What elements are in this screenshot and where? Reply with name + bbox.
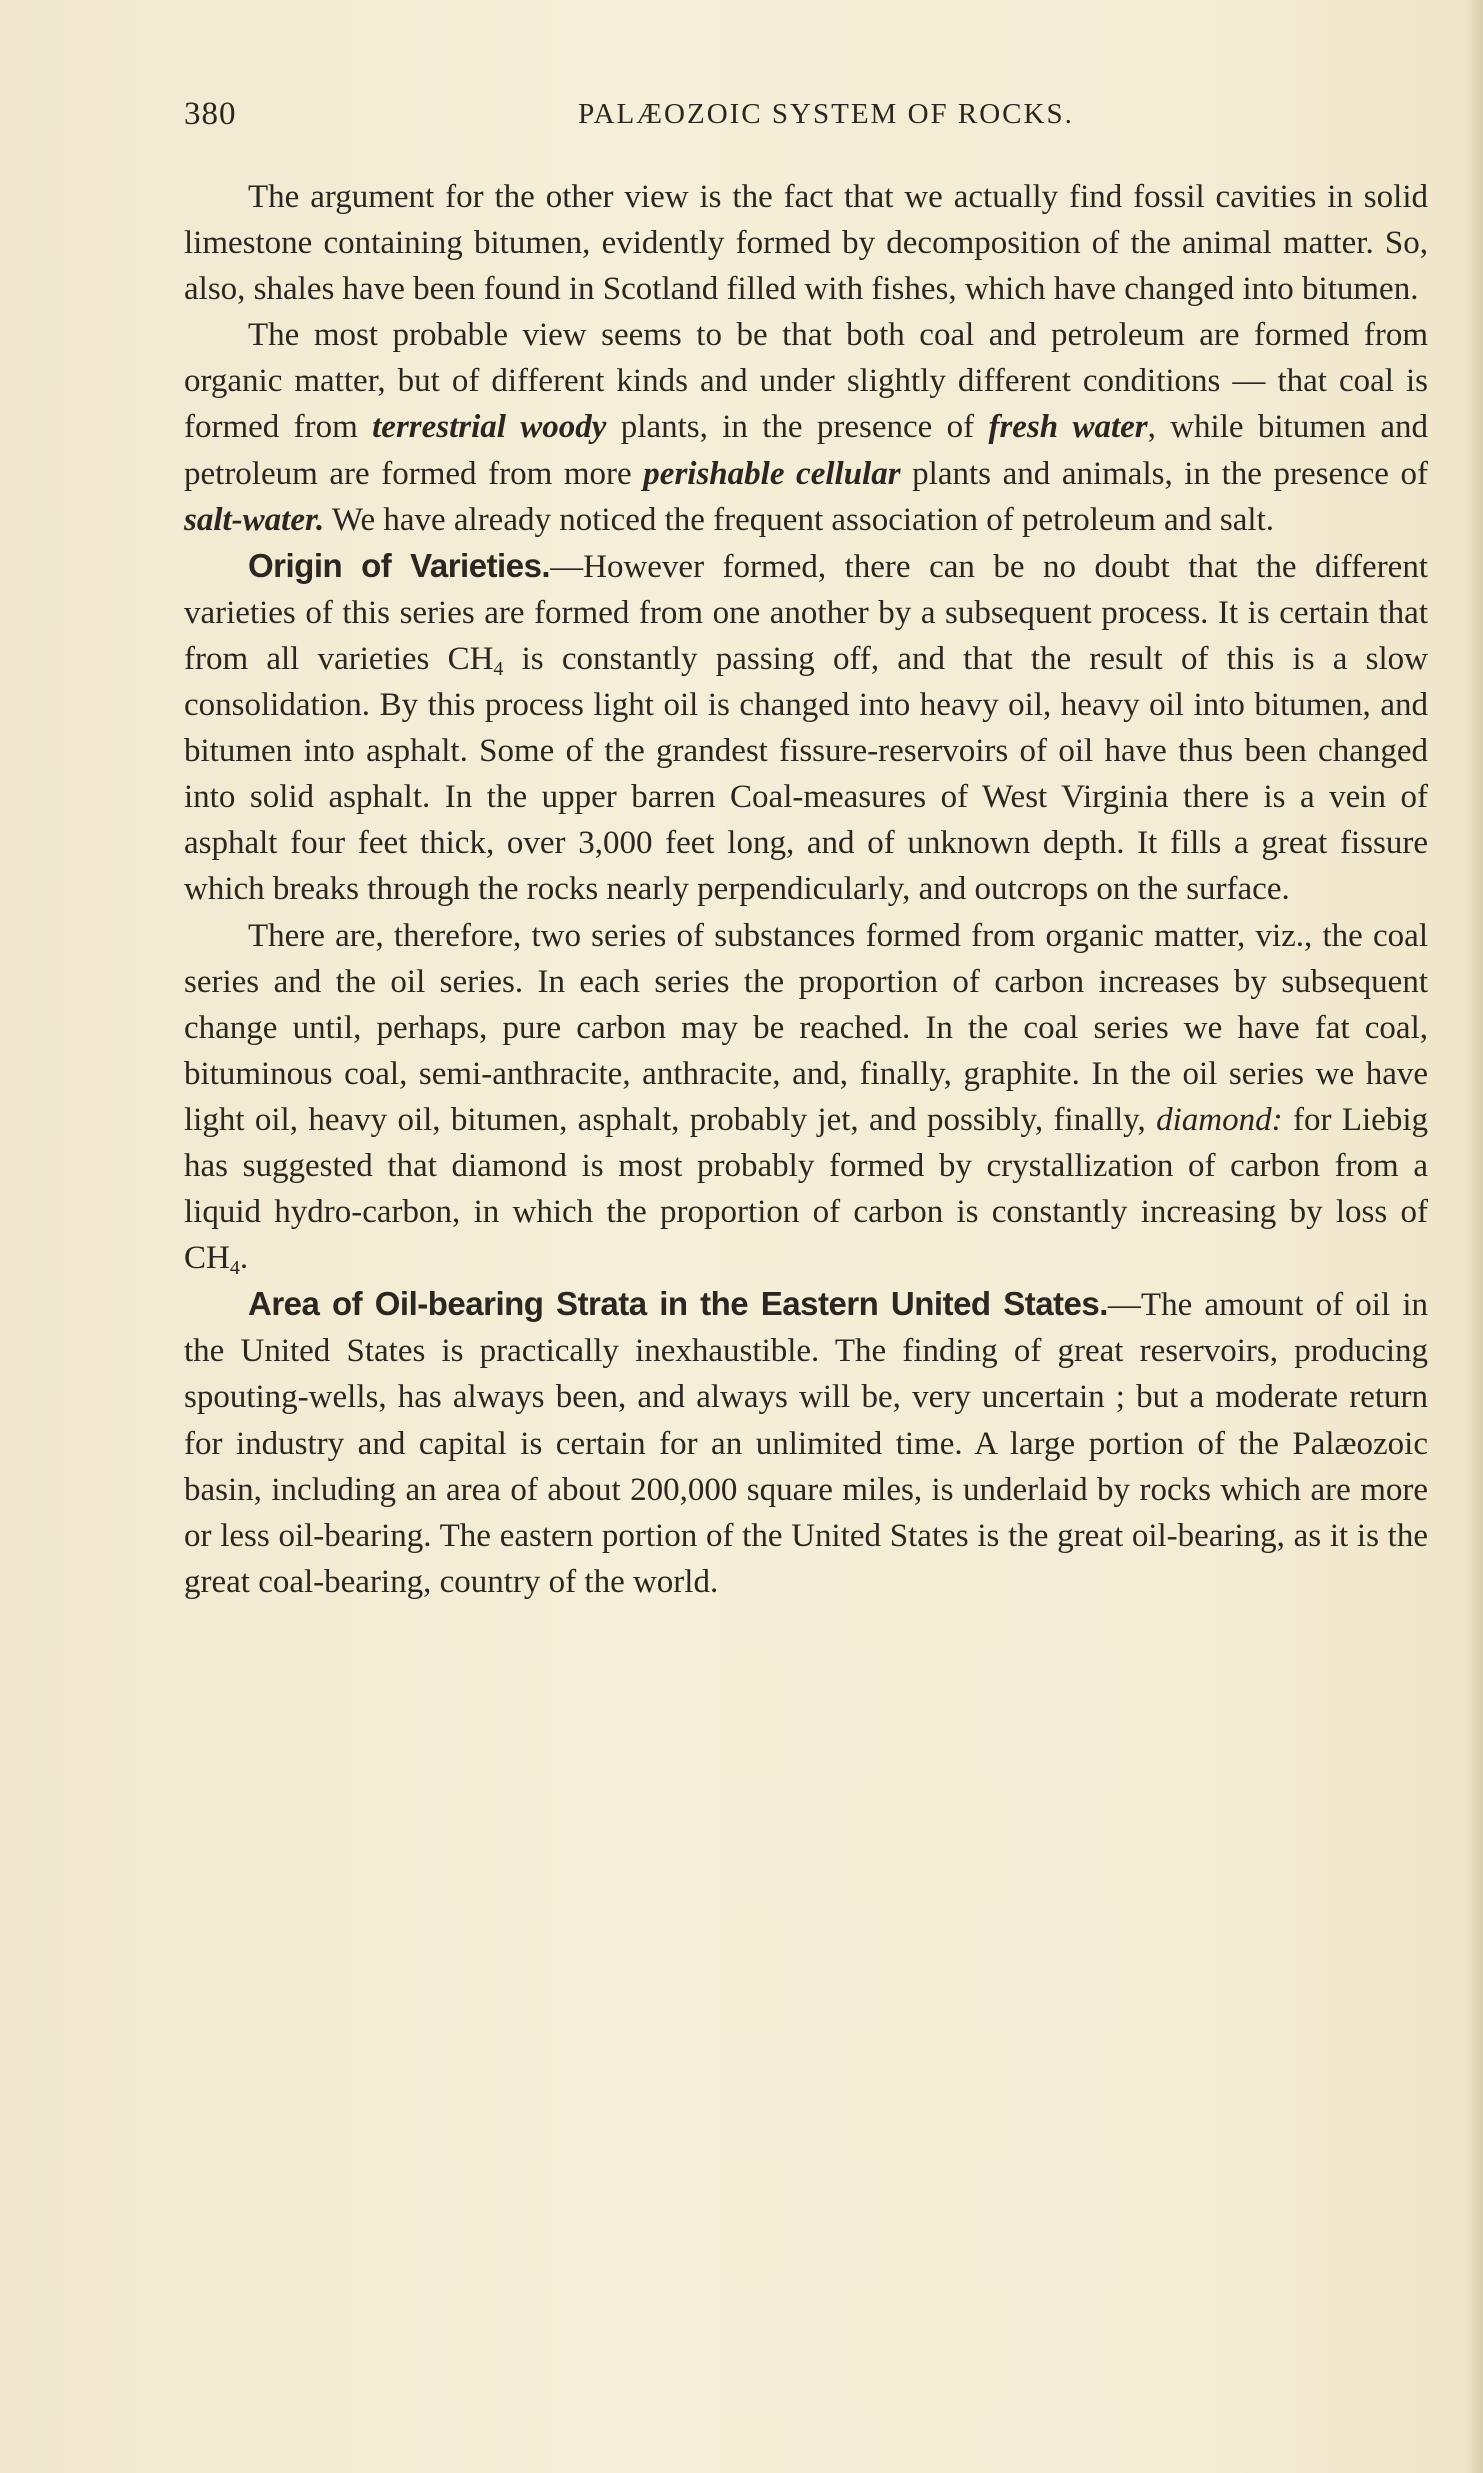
paragraph-1-text: The argument for the other view is the fact that we actually find fossil cavities in solid limestone containing bitumen, evidently formed by decomposition of the animal matter. So, also, shales have been found in Scotland filled with fishes, which have changed into bitumen. <box>184 179 1428 308</box>
emphasis-terrestrial-woody: terrestrial woody <box>372 409 607 446</box>
page-header <box>184 96 1428 140</box>
paragraph-3-text-a: —However formed, there can be no doubt that the different varieties of this series are formed from one another by a subsequent process. It is certain that from all varieties CH <box>184 548 1429 677</box>
subscript-4: 4 <box>229 1257 240 1280</box>
emphasis-salt-water: salt-water. <box>184 501 325 538</box>
emphasis-diamond: diamond: <box>1156 1101 1283 1138</box>
body-text <box>184 174 1428 1605</box>
paragraph-3-text-b: is constantly passing off, and that the result of this is a slow consolidation. By this process light oil is changed into heavy oil, heavy oil into bitumen, and bitumen into asphalt. Some of the grandest fissure-reservoirs of oil have thus been changed into solid asphalt. In the upper barren Coal-measures of West Virginia there is a vein of asphalt four feet thick, over 3,000 feet long, and of unknown depth. It fills a great fissure which breaks through the rocks nearly perpendicularly, and outcrops on the surface. <box>184 640 1428 908</box>
emphasis-perishable-cellular: perishable cellular <box>643 455 901 492</box>
paragraph-2-text-e: We have already noticed the frequent association of petroleum and salt. <box>324 501 1274 538</box>
page-number: 380 <box>184 96 237 132</box>
paragraph-2-text-c: , while bitumen and petroleum are formed from more <box>184 409 1429 492</box>
paragraph-3 <box>184 543 1428 913</box>
paragraph-5-text-a: —The amount of oil in the United States is practically inexhaustible. The finding of great reservoirs, producing spouting-wells, has always been, and always will be, very uncertain ; but a moderate return for industry and capital is certain for an unlimited time. A large portion of the Palæozoic basin, including an area of about 200,000 square miles, is underlaid by rocks which are more or less oil-bearing. The eastern portion of the United States is the great oil-bearing, as it is the great coal-bearing, country of the world. <box>184 1287 1428 1600</box>
page-edge-shadow <box>1465 0 1483 2473</box>
paragraph-4-text-b: for Liebig has suggested that diamond is most probably formed by crystallization of carbon from a liquid hydro-carbon, in which the proportion of carbon is constantly increasing by loss of CH <box>184 1101 1428 1277</box>
paragraph-2-text-b: plants, in the presence of <box>606 409 989 446</box>
running-head: PALÆOZOIC SYSTEM OF ROCKS. <box>578 98 1074 130</box>
paragraph-5 <box>184 1281 1428 1605</box>
paragraph-4 <box>184 913 1428 1282</box>
subscript-4: 4 <box>493 657 504 680</box>
paragraph-4-text-a: There are, therefore, two series of substances formed from organic matter, viz., the coal series and the oil series. In each series the proportion of carbon increases by subsequent change until, perhaps, pure carbon may be reached. In the coal series we have fat coal, bituminous coal, semi-anthracite, anthracite, and, finally, graphite. In the oil series we have light oil, heavy oil, bitumen, asphalt, probably jet, and possibly, finally, <box>184 917 1428 1138</box>
section-heading-origin-of-varieties: Origin of Varieties. <box>248 546 551 584</box>
section-heading-area-of-oil-bearing-strata: Area of Oil-bearing Strata in the Eastern United States. <box>248 1285 1108 1323</box>
paragraph-2-text-a: The most probable view seems to be that both coal and petroleum are formed from organic matter, but of different kinds and under slightly different conditions — that coal is formed from <box>184 317 1428 446</box>
paragraph-2 <box>184 312 1428 542</box>
paragraph-1 <box>184 174 1428 312</box>
paragraph-4-text-c: . <box>239 1240 249 1277</box>
paragraph-2-text-d: plants and animals, in the presence of <box>900 455 1428 492</box>
emphasis-fresh-water: fresh water <box>988 409 1148 446</box>
